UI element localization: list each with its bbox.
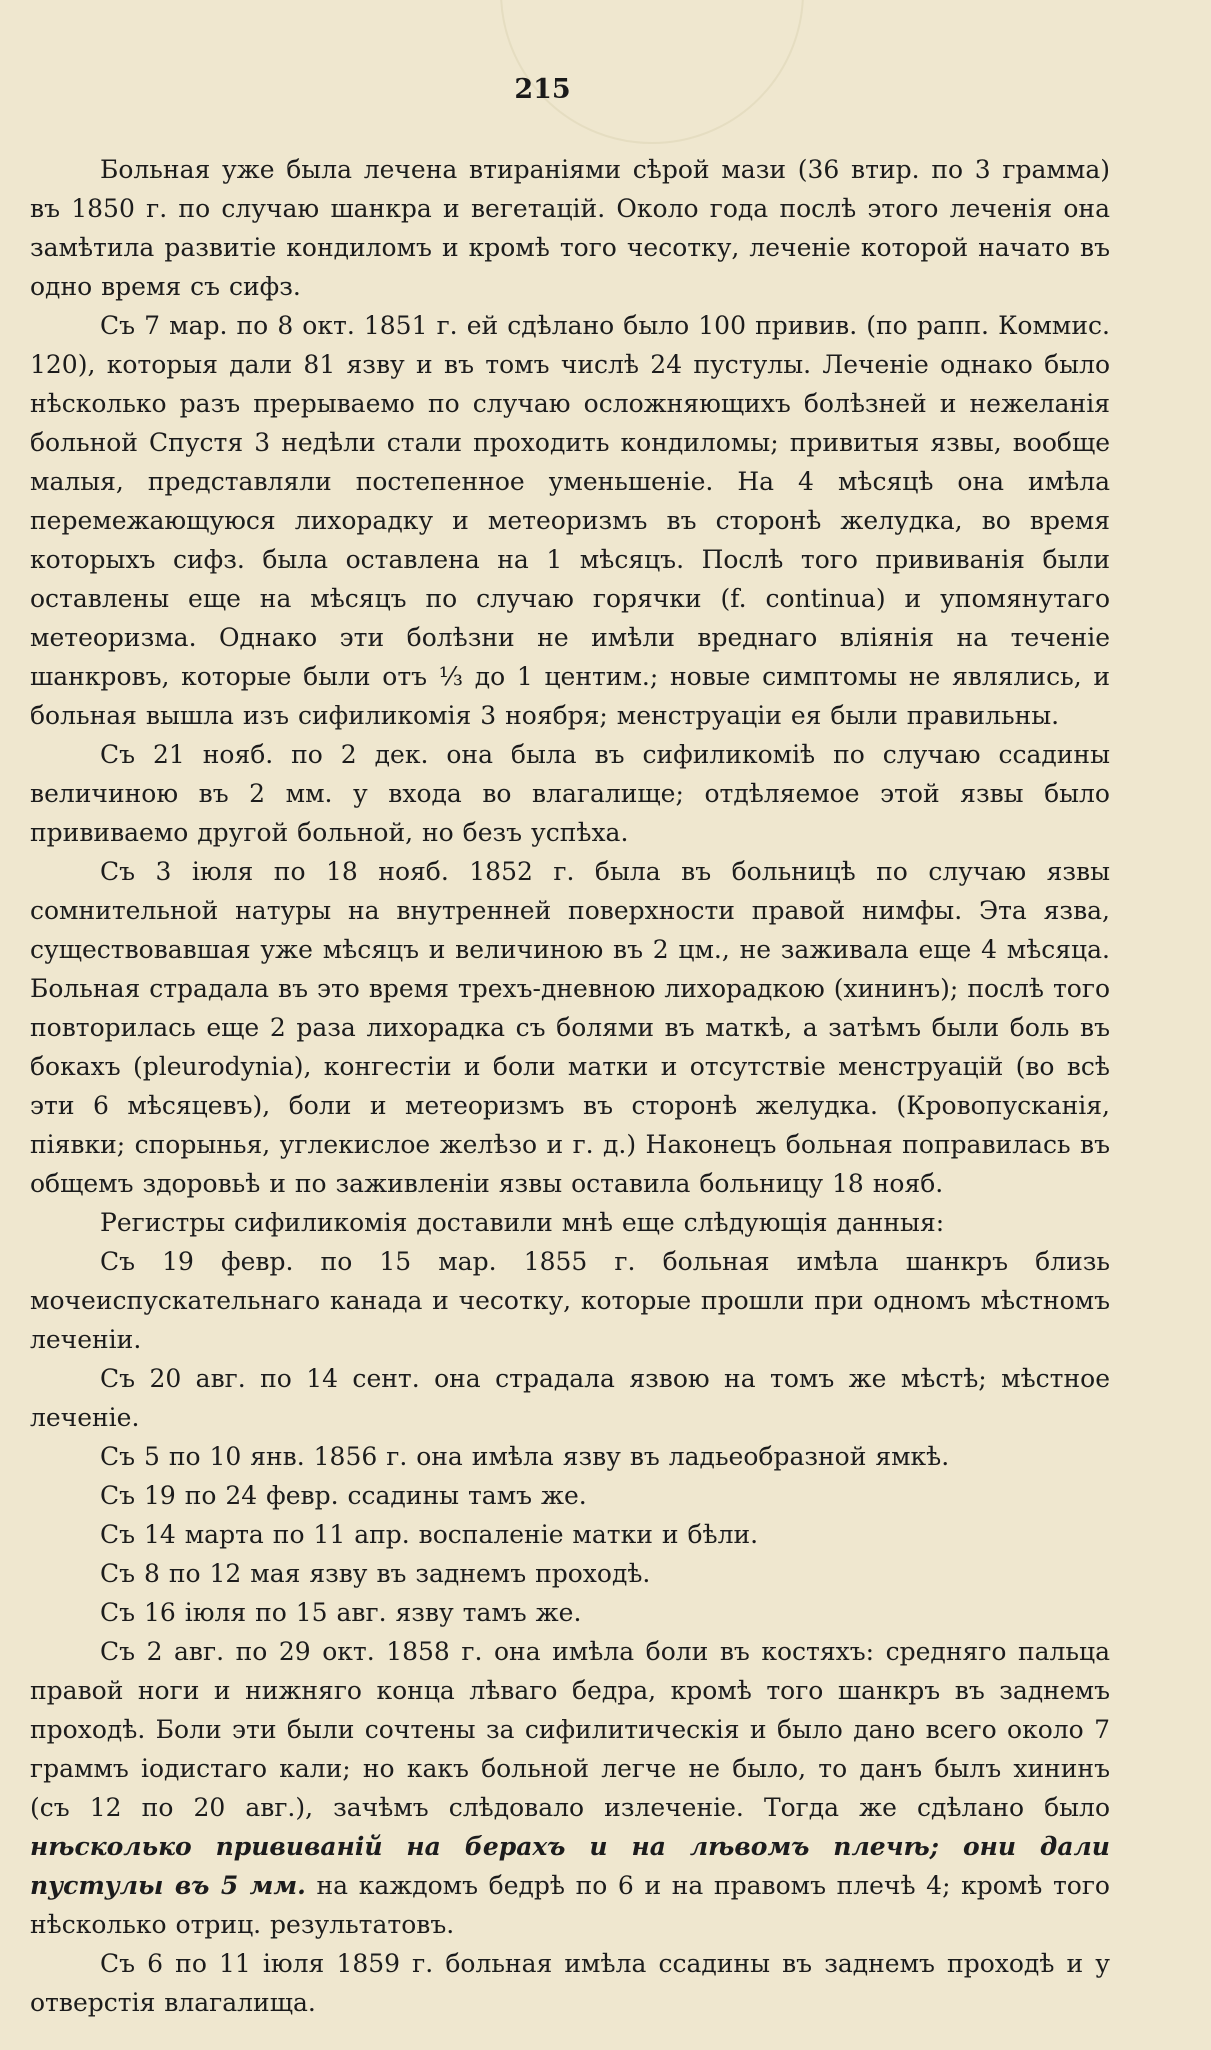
paragraph xyxy=(30,1515,1110,1554)
text-run: Съ 5 по 10 янв. 1856 г. она имѣла язву въ ладьеобразной ямкѣ. xyxy=(100,1442,950,1471)
text-run: Съ 20 авг. по 14 сент. она страдала язвою на томъ же мѣстѣ; мѣстное леченіе. xyxy=(30,1364,1110,1432)
text-run: Съ 16 іюля по 15 авг. язву тамъ же. xyxy=(100,1598,582,1627)
paragraph xyxy=(30,1593,1110,1632)
page-number: 215 xyxy=(514,74,571,105)
paragraph xyxy=(30,1242,1110,1359)
paragraph xyxy=(30,1632,1110,1944)
paragraph xyxy=(30,1203,1110,1242)
text-run: Съ 7 мар. по 8 окт. 1851 г. ей сдѣлано было 100 привив. (по рапп. Коммис. 120), которыя дали 81 язву и въ томъ числѣ 24 пустулы. Леченіе однако было нѣсколько разъ прерываемо по случаю осложняющихъ болѣзней и нежеланія больной Спустя 3 недѣли стали проходить кондиломы; привитыя язвы, вообще малыя, представляли постепенное уменьшеніе. На 4 мѣсяцѣ она имѣла перемежающуюся лихорадку и метеоризмъ въ сторонѣ желудка, во время которыхъ сифз. была оставлена на 1 мѣсяцъ. Послѣ того прививанія были оставлены еще на мѣсяцъ по случаю горячки (f. continua) и упомянутаго метеоризма. Однако эти болѣзни не имѣли вреднаго вліянія на теченіе шанкровъ, которые были отъ ⅓ до 1 центим.; новые симптомы не являлись, и больная вышла изъ сифиликомія 3 ноября; менструаціи ея были правильны. xyxy=(30,311,1110,730)
italic-text: нѣсколько прививаній на берахъ и на лѣвомъ плечѣ; они дали пустулы въ 5 мм. xyxy=(30,1832,1110,1900)
paragraph xyxy=(30,1476,1110,1515)
paper-stain xyxy=(500,0,804,144)
text-run: Съ 8 по 12 мая язву въ заднемъ проходѣ. xyxy=(100,1559,651,1588)
text-run: на каждомъ бедрѣ по 6 и на правомъ плечѣ 4; кромѣ того нѣсколько отриц. результатовъ. xyxy=(30,1871,1110,1939)
paragraph xyxy=(30,306,1110,735)
paragraph xyxy=(30,852,1110,1203)
text-run: Съ 6 по 11 іюля 1859 г. больная имѣла ссадины въ заднемъ проходѣ и у отверстія влагалища. xyxy=(30,1949,1110,2017)
text-run: Съ 2 авг. по 29 окт. 1858 г. она имѣла боли въ костяхъ: средняго пальца правой ноги и нижняго конца лѣваго бедра, кромѣ того шанкръ въ заднемъ проходѣ. Боли эти были сочтены за сифилитическія и было дано всего около 7 граммъ іодистаго кали; но какъ больной легче не было, то данъ былъ хининъ (съ 12 по 20 авг.), зачѣмъ слѣдовало излеченіе. Тогда же сдѣлано было xyxy=(30,1637,1110,1822)
paragraph xyxy=(30,1944,1110,2022)
text-run: Съ 14 марта по 11 апр. воспаленіе матки и бѣли. xyxy=(100,1520,759,1549)
text-run: Съ 3 іюля по 18 нояб. 1852 г. была въ больницѣ по случаю язвы сомнительной натуры на внутренней поверхности правой нимфы. Эта язва, существовавшая уже мѣсяцъ и величиною въ 2 цм., не заживала еще 4 мѣсяца. Больная страдала въ это время трехъ-дневною лихорадкою (хининъ); послѣ того повторилась еще 2 раза лихорадка съ болями въ маткѣ, а затѣмъ были боль въ бокахъ (pleurodynia), конгестіи и боли матки и отсутствіе менструацій (во всѣ эти 6 мѣсяцевъ), боли и метеоризмъ въ сторонѣ желудка. (Кровопусканія, піявки; спорынья, углекислое желѣзо и г. д.) Наконецъ больная поправилась въ общемъ здоровьѣ и по заживленіи язвы оставила больницу 18 нояб. xyxy=(30,857,1110,1198)
text-run: Съ 19 по 24 февр. ссадины тамъ же. xyxy=(100,1481,587,1510)
text-run: Больная уже была лечена втираніями сѣрой мази (36 втир. по 3 грамма) въ 1850 г. по случаю шанкра и вегетацій. Около года послѣ этого леченія она замѣтила развитіе кондиломъ и кромѣ того чесотку, леченіе которой начато въ одно время съ сифз. xyxy=(30,155,1110,301)
text-run: Регистры сифиликомія доставили мнѣ еще слѣдующія данныя: xyxy=(100,1208,945,1237)
text-run: Съ 21 нояб. по 2 дек. она была въ сифиликомiѣ по случаю ссадины величиною въ 2 мм. у входа во влагалище; отдѣляемое этой язвы было прививаемо другой больной, но безъ успѣха. xyxy=(30,740,1110,847)
paragraph xyxy=(30,150,1110,306)
text-run: Съ 19 февр. по 15 мар. 1855 г. больная имѣла шанкръ близь мочеиспускательнаго канада и чесотку, которые прошли при одномъ мѣстномъ леченіи. xyxy=(30,1247,1110,1354)
paragraph xyxy=(30,1554,1110,1593)
paragraph xyxy=(30,1437,1110,1476)
paragraph xyxy=(30,735,1110,852)
paragraph xyxy=(30,1359,1110,1437)
body-text xyxy=(30,150,1110,2022)
